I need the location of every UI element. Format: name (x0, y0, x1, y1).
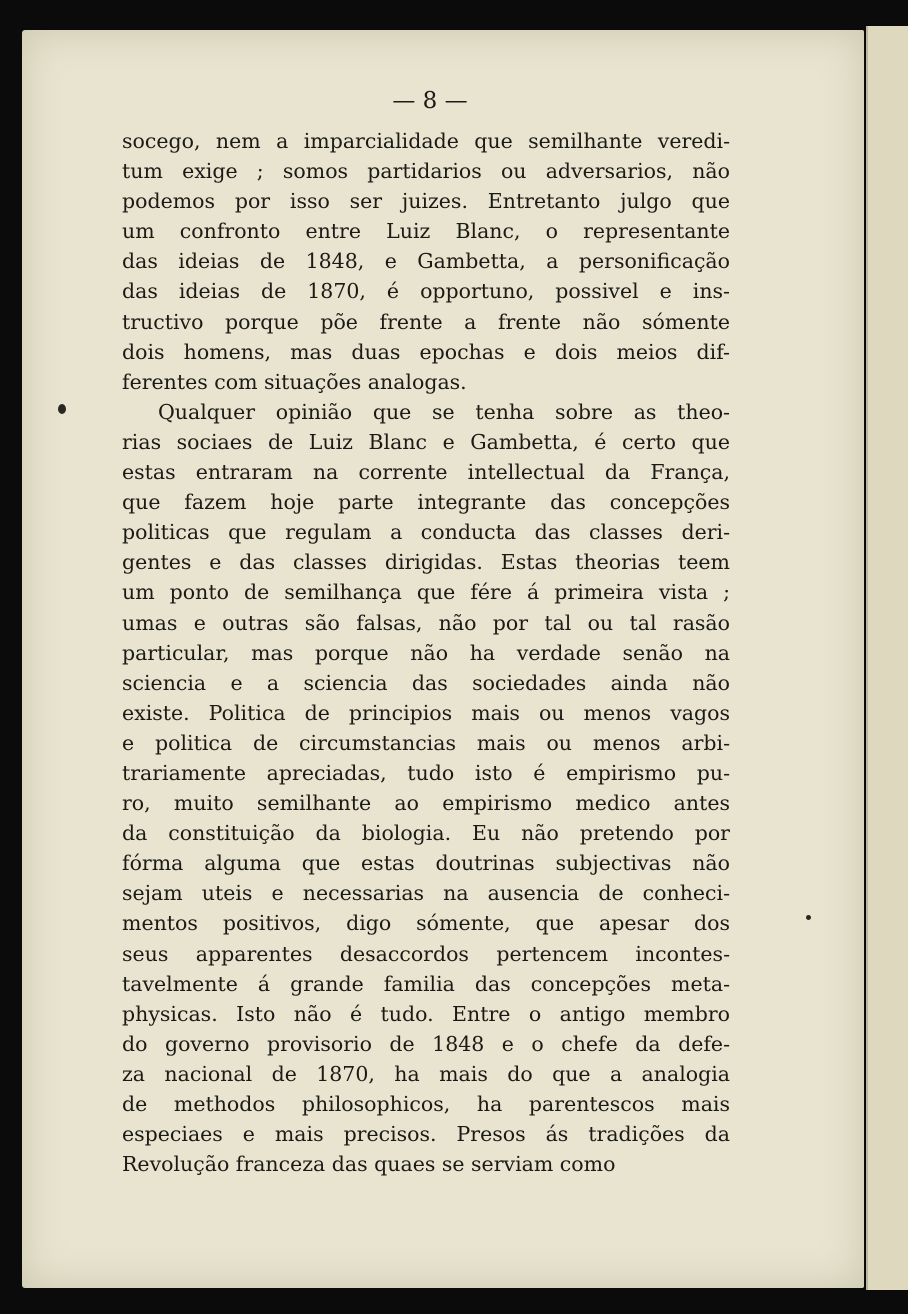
text-line: de methodos philosophicos, ha parentescos mais (122, 1092, 730, 1116)
adjacent-page-edge (866, 26, 908, 1290)
text-line: sciencia e a sciencia das sociedades ainda não (122, 670, 730, 695)
text-line: especiaes e mais precisos. Presos ás tradições da (122, 1122, 730, 1147)
text-line: ferentes com situações analogas. (122, 369, 467, 394)
text-line: socego, nem a imparcialidade que semilhante veredi- (122, 129, 730, 153)
text-line: mentos positivos, digo sómente, que apesar dos (122, 911, 730, 936)
text-line: das ideias de 1848, e Gambetta, a personificação (122, 249, 730, 274)
paragraph (122, 397, 730, 1179)
ink-spot (58, 404, 66, 414)
text-line: tum exige ; somos partidarios ou adversarios, não (122, 159, 730, 184)
text-line: estas entraram na corrente intellectual da França, (122, 460, 730, 485)
text-line: tructivo porque põe frente a frente não sómente (122, 309, 730, 334)
text-line: gentes e das classes dirigidas. Estas theorias teem (122, 550, 730, 575)
text-line: da constituição da biologia. Eu não pretendo por (122, 821, 730, 846)
paragraph (122, 126, 730, 397)
text-line: dois homens, mas duas epochas e dois meios dif- (122, 339, 730, 364)
text-line: ro, muito semilhante ao empirismo medico antes (122, 791, 730, 816)
text-line: sejam uteis e necessarias na ausencia de conheci- (122, 881, 730, 906)
text-line: Qualquer opinião que se tenha sobre as theo- (158, 399, 730, 424)
text-line: trariamente apreciadas, tudo isto é empirismo pu- (122, 760, 730, 785)
body-text (122, 126, 730, 1179)
text-line: fórma alguma que estas doutrinas subjectivas não (122, 851, 730, 876)
text-line: rias sociaes de Luiz Blanc e Gambetta, é certo que (122, 429, 730, 454)
text-line: um ponto de semilhança que fére á primeira vista ; (122, 580, 730, 605)
page-number: — 8 — (392, 88, 468, 114)
text-line: Revolução franceza das quaes se serviam como (122, 1152, 616, 1177)
text-line: existe. Politica de principios mais ou menos vagos (122, 700, 730, 725)
text-line: particular, mas porque não ha verdade senão na (122, 640, 730, 665)
text-line: politicas que regulam a conducta das classes deri- (122, 520, 730, 545)
ink-spot (806, 915, 811, 920)
text-line: physicas. Isto não é tudo. Entre o antigo membro (122, 1001, 730, 1026)
text-line: das ideias de 1870, é opportuno, possivel e ins- (122, 279, 730, 304)
text-line: podemos por isso ser juizes. Entretanto julgo que (122, 189, 730, 214)
text-line: tavelmente á grande familia das concepções meta- (122, 971, 730, 996)
text-line: um confronto entre Luiz Blanc, o representante (122, 219, 730, 244)
text-line: za nacional de 1870, ha mais do que a analogia (122, 1061, 730, 1086)
text-line: seus apparentes desaccordos pertencem incontes- (122, 941, 730, 966)
text-line: umas e outras são falsas, não por tal ou tal rasão (122, 610, 730, 635)
text-line: e politica de circumstancias mais ou menos arbi- (122, 730, 730, 755)
text-line: do governo provisorio de 1848 e o chefe da defe- (122, 1031, 730, 1056)
text-line: que fazem hoje parte integrante das concepções (122, 490, 730, 515)
